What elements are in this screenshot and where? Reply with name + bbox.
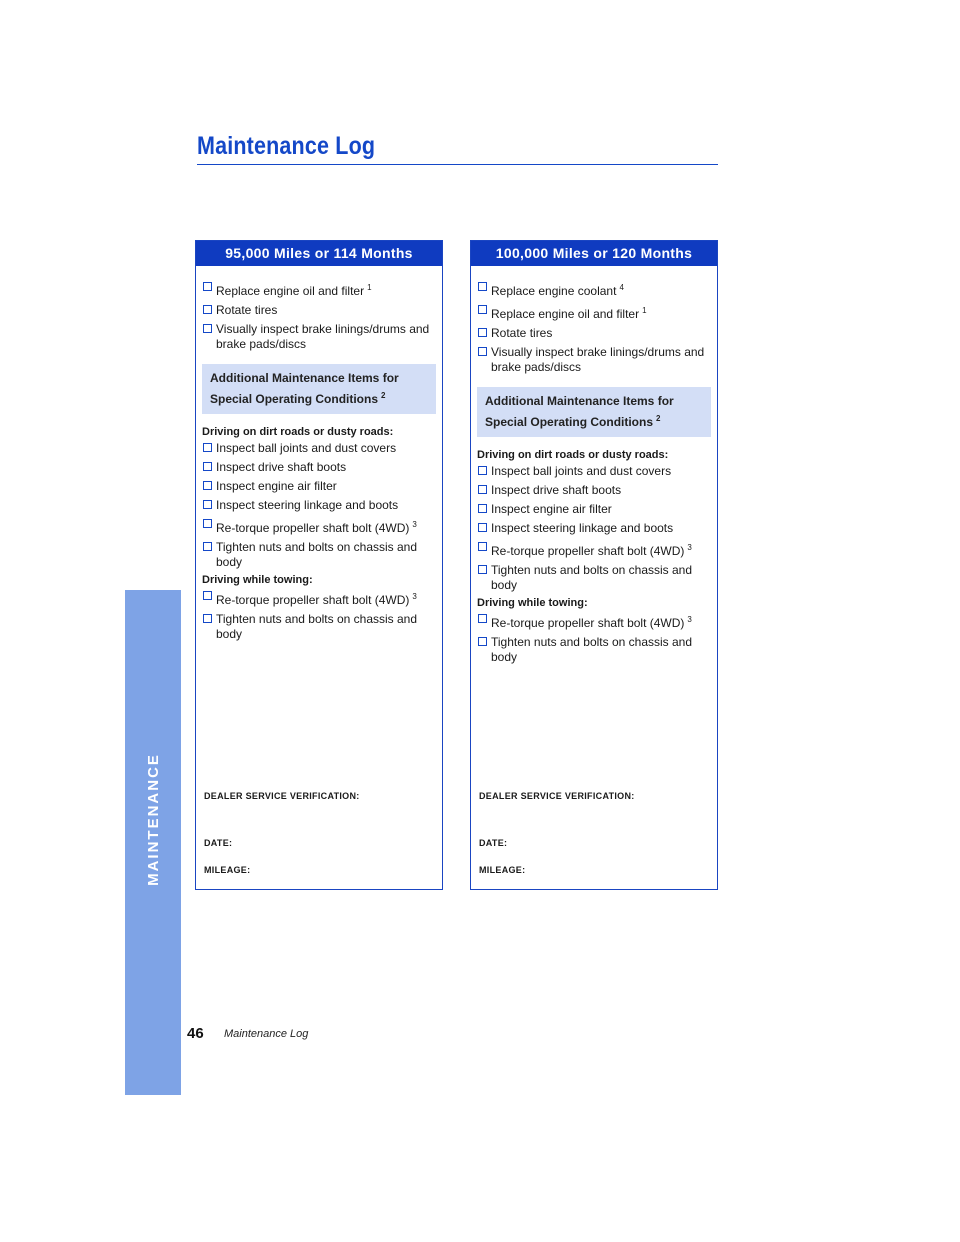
title-divider	[197, 164, 718, 165]
footnote-marker: 3	[412, 520, 417, 529]
checklist-item[interactable]	[477, 563, 711, 593]
checklist-item-label: Inspect ball joints and dust covers	[491, 464, 672, 478]
additional-items-title: Additional Maintenance Items for Special Operating Conditions	[485, 394, 674, 429]
dirt-roads-heading: Driving on dirt roads or dusty roads:	[477, 449, 669, 461]
checkbox-icon[interactable]	[203, 324, 212, 333]
checklist-item-label: Rotate tires	[216, 303, 278, 317]
checklist-item-label: Tighten nuts and bolts on chassis and body	[491, 635, 693, 664]
checklist-main	[477, 280, 711, 375]
checkbox-icon[interactable]	[478, 485, 487, 494]
checklist-item[interactable]	[477, 612, 711, 631]
checklist-item[interactable]	[477, 483, 711, 498]
checklist-item-label: Inspect engine air filter	[491, 502, 612, 516]
checklist-item[interactable]	[477, 464, 711, 479]
footnote-marker: 2	[656, 414, 661, 423]
checkbox-icon[interactable]	[478, 347, 487, 356]
checklist-item[interactable]	[477, 345, 711, 375]
page-number: 46	[187, 1025, 204, 1042]
column-header: 100,000 Miles or 120 Months	[471, 241, 717, 266]
checklist-item[interactable]	[202, 322, 436, 352]
towing-heading: Driving while towing:	[202, 574, 313, 586]
checklist-item[interactable]	[202, 540, 436, 570]
checklist-item[interactable]	[202, 589, 436, 608]
towing-heading: Driving while towing:	[477, 597, 588, 609]
page-title: Maintenance Log	[197, 132, 376, 160]
checkbox-icon[interactable]	[203, 614, 212, 623]
checklist-item-label: Inspect drive shaft boots	[491, 483, 622, 497]
checkbox-icon[interactable]	[478, 637, 487, 646]
checkbox-icon[interactable]	[478, 542, 487, 551]
dirt-roads-heading: Driving on dirt roads or dusty roads:	[202, 426, 394, 438]
additional-items-box	[202, 364, 436, 414]
additional-items-title: Additional Maintenance Items for Special Operating Conditions	[210, 371, 399, 406]
checklist-item[interactable]	[477, 326, 711, 341]
date-label: DATE:	[204, 838, 233, 848]
checklist-towing	[477, 612, 711, 665]
checkbox-icon[interactable]	[478, 504, 487, 513]
checklist-item-label: Re-torque propeller shaft bolt (4WD)	[491, 544, 685, 558]
maintenance-column-100000	[470, 240, 718, 890]
checklist-item[interactable]	[202, 441, 436, 456]
checklist-main	[202, 280, 436, 352]
checklist-item-label: Visually inspect brake linings/drums and brake pads/discs	[216, 322, 430, 351]
checkbox-icon[interactable]	[203, 282, 212, 291]
checklist-item-label: Inspect ball joints and dust covers	[216, 441, 397, 455]
footnote-marker: 1	[642, 306, 647, 315]
checklist-towing	[202, 589, 436, 642]
checklist-item-label: Inspect steering linkage and boots	[216, 498, 399, 512]
footnote-marker: 3	[687, 543, 692, 552]
checklist-item[interactable]	[202, 479, 436, 494]
checkbox-icon[interactable]	[478, 282, 487, 291]
date-label: DATE:	[479, 838, 508, 848]
dealer-verification-label: DEALER SERVICE VERIFICATION:	[479, 791, 635, 801]
checkbox-icon[interactable]	[203, 305, 212, 314]
checklist-item-label: Tighten nuts and bolts on chassis and body	[216, 612, 418, 641]
column-body	[471, 266, 717, 665]
column-body	[196, 266, 442, 642]
side-tab-label: MAINTENANCE	[144, 753, 162, 886]
checklist-item-label: Rotate tires	[491, 326, 553, 340]
checklist-item-label: Re-torque propeller shaft bolt (4WD)	[491, 616, 685, 630]
footnote-marker: 3	[412, 592, 417, 601]
checklist-item[interactable]	[477, 280, 711, 299]
column-header: 95,000 Miles or 114 Months	[196, 241, 442, 266]
checklist-item[interactable]	[477, 521, 711, 536]
checklist-dirt	[202, 441, 436, 570]
checkbox-icon[interactable]	[478, 328, 487, 337]
checkbox-icon[interactable]	[478, 466, 487, 475]
checklist-item-label: Replace engine coolant	[491, 284, 617, 298]
checkbox-icon[interactable]	[203, 500, 212, 509]
checkbox-icon[interactable]	[478, 565, 487, 574]
footnote-marker: 3	[687, 615, 692, 624]
checkbox-icon[interactable]	[478, 523, 487, 532]
checklist-item-label: Inspect drive shaft boots	[216, 460, 347, 474]
checklist-item[interactable]	[477, 540, 711, 559]
checkbox-icon[interactable]	[478, 305, 487, 314]
dealer-verification-label: DEALER SERVICE VERIFICATION:	[204, 791, 360, 801]
checkbox-icon[interactable]	[203, 443, 212, 452]
checklist-item[interactable]	[202, 460, 436, 475]
checklist-item-label: Replace engine oil and filter	[216, 284, 365, 298]
additional-items-box	[477, 387, 711, 437]
mileage-label: MILEAGE:	[204, 865, 251, 875]
checklist-item[interactable]	[202, 517, 436, 536]
footnote-marker: 1	[367, 283, 372, 292]
checklist-item-label: Tighten nuts and bolts on chassis and body	[216, 540, 418, 569]
checklist-item[interactable]	[202, 498, 436, 513]
checkbox-icon[interactable]	[203, 542, 212, 551]
checklist-item-label: Inspect engine air filter	[216, 479, 337, 493]
checklist-item[interactable]	[202, 612, 436, 642]
checklist-item-label: Inspect steering linkage and boots	[491, 521, 674, 535]
maintenance-column-95000	[195, 240, 443, 890]
checklist-item-label: Re-torque propeller shaft bolt (4WD)	[216, 593, 410, 607]
checkbox-icon[interactable]	[203, 481, 212, 490]
footnote-marker: 4	[619, 283, 624, 292]
checklist-item-label: Re-torque propeller shaft bolt (4WD)	[216, 521, 410, 535]
checklist-item-label: Tighten nuts and bolts on chassis and body	[491, 563, 693, 592]
mileage-label: MILEAGE:	[479, 865, 526, 875]
checkbox-icon[interactable]	[478, 614, 487, 623]
checklist-dirt	[477, 464, 711, 593]
checklist-item[interactable]	[477, 303, 711, 322]
footnote-marker: 2	[381, 391, 386, 400]
checklist-item-label: Replace engine oil and filter	[491, 307, 640, 321]
footer-label: Maintenance Log	[224, 1028, 309, 1040]
side-tab-label-wrap	[125, 590, 181, 890]
checkbox-icon[interactable]	[203, 591, 212, 600]
checklist-item[interactable]	[202, 280, 436, 299]
checklist-item[interactable]	[477, 502, 711, 517]
checkbox-icon[interactable]	[203, 519, 212, 528]
checklist-item[interactable]	[202, 303, 436, 318]
checklist-item[interactable]	[477, 635, 711, 665]
checkbox-icon[interactable]	[203, 462, 212, 471]
checklist-item-label: Visually inspect brake linings/drums and brake pads/discs	[491, 345, 705, 374]
